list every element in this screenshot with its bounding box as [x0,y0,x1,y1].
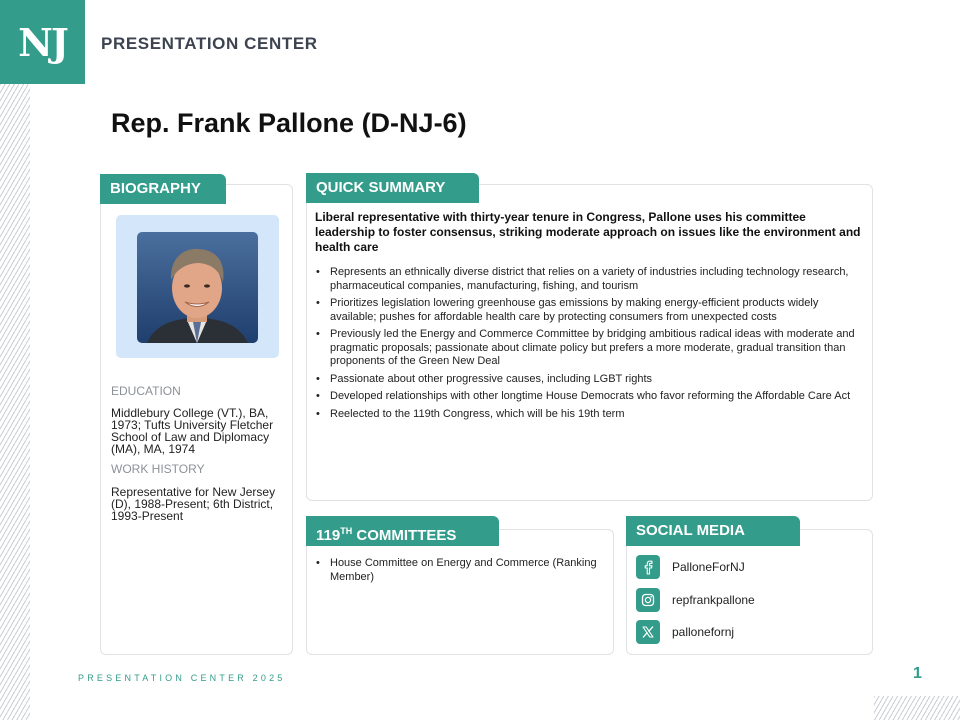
page-title: Rep. Frank Pallone (D-NJ-6) [111,108,467,138]
committees-tab [306,516,499,546]
committees-card [306,529,614,655]
quick-summary-tab: QUICK SUMMARY [306,173,479,203]
list-item: • Reelected to the 119th Congress, which will be his 19th term [315,408,865,422]
instagram-handle[interactable]: repfrankpallone [672,593,755,607]
committees-tab-suffix: TH [340,526,353,536]
footer-text: PRESENTATION CENTER 2025 [78,673,286,683]
committees-list [315,557,607,588]
portrait-photo [137,232,258,343]
list-item: • Previously led the Energy and Commerce Committee by bridging ambitious radical ideas with moderate and pragmatic proposals; passionate about climate policy but prefers a more moderate, gradual transition than proponents of the Green New Deal [315,328,865,369]
social-media-tab: SOCIAL MEDIA [626,516,800,546]
list-item: • Passionate about other progressive causes, including LGBT rights [315,373,865,387]
facebook-icon [636,555,660,579]
work-history-text: Representative for New Jersey (D), 1988-Present; 6th District, 1993-Present [111,485,276,523]
x-icon [636,620,660,644]
logo-text: NJ [18,19,67,65]
header-title: PRESENTATION CENTER [101,34,318,53]
nj-logo [0,0,85,84]
social-row-facebook[interactable] [636,555,745,579]
facebook-handle[interactable]: PalloneForNJ [672,560,745,574]
instagram-icon [636,588,660,612]
list-item: • Represents an ethnically diverse district that relies on a variety of industries including technology research, pharmaceutical companies, manufacturing, fishing, and tourism [315,266,865,293]
bottom-hatch-decoration [874,696,960,720]
x-handle[interactable]: pallonefornj [672,625,735,639]
social-row-instagram[interactable] [636,588,755,612]
committees-tab-number: 119 [316,527,341,544]
page-number: 1 [913,665,922,682]
left-hatch-decoration [0,84,30,720]
list-item: • House Committee on Energy and Commerce (Ranking Member) [315,557,607,584]
list-item: • Prioritizes legislation lowering greenhouse gas emissions by making energy-efficient products widely available; pushes for affordable health care by protecting consumers from unexpected costs [315,297,865,324]
quick-summary-list [315,266,865,425]
committees-tab-text: COMMITTEES [352,527,457,544]
quick-summary-lead: Liberal representative with thirty-year tenure in Congress, Pallone uses his committee leadership to foster consensus, striking moderate approach on issues like the environment and health care [315,210,861,254]
work-history-label: WORK HISTORY [111,462,205,476]
education-text: Middlebury College (VT.), BA, 1973; Tufts University Fletcher School of Law and Diplomacy (MA), MA, 1974 [111,406,274,456]
social-row-x[interactable] [636,620,734,644]
list-item: • Developed relationships with other longtime House Democrats who favor reforming the Affordable Care Act [315,390,865,404]
education-label: EDUCATION [111,384,181,398]
biography-tab: BIOGRAPHY [100,174,226,204]
